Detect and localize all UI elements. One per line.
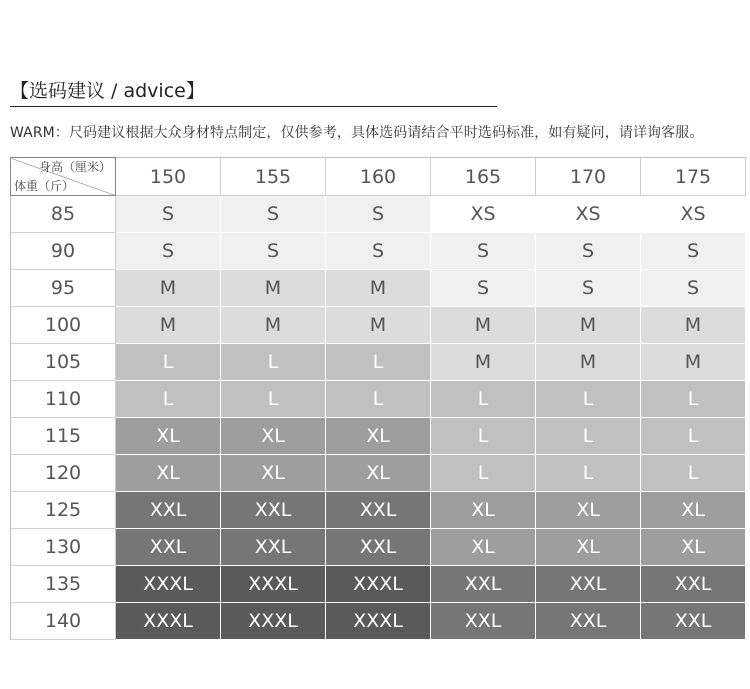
size-cell: XL xyxy=(536,529,641,566)
table-row xyxy=(11,270,746,307)
size-cell: L xyxy=(641,381,746,418)
weight-header-140: 140 xyxy=(11,603,116,640)
weight-header-135: 135 xyxy=(11,566,116,603)
size-cell: L xyxy=(431,455,536,492)
table-row xyxy=(11,566,746,603)
size-chart-body xyxy=(11,158,746,640)
size-cell: S xyxy=(431,270,536,307)
table-row xyxy=(11,603,746,640)
weight-header-95: 95 xyxy=(11,270,116,307)
size-cell: XXL xyxy=(116,492,221,529)
size-cell: XXL xyxy=(221,529,326,566)
weight-header-105: 105 xyxy=(11,344,116,381)
weight-header-125: 125 xyxy=(11,492,116,529)
size-cell: M xyxy=(536,344,641,381)
size-cell: L xyxy=(116,381,221,418)
size-cell: M xyxy=(326,307,431,344)
size-cell: XL xyxy=(536,492,641,529)
weight-header-100: 100 xyxy=(11,307,116,344)
height-axis-label: 身高（厘米） xyxy=(38,160,111,174)
size-cell: XL xyxy=(221,455,326,492)
height-header-165: 165 xyxy=(431,158,536,196)
size-cell: S xyxy=(116,196,221,233)
size-cell: XL xyxy=(116,455,221,492)
size-cell: M xyxy=(431,307,536,344)
size-cell: L xyxy=(326,381,431,418)
table-row xyxy=(11,307,746,344)
weight-header-130: 130 xyxy=(11,529,116,566)
size-cell: L xyxy=(326,344,431,381)
table-row xyxy=(11,196,746,233)
size-cell: S xyxy=(641,270,746,307)
size-cell: L xyxy=(431,381,536,418)
size-cell: L xyxy=(536,418,641,455)
table-row xyxy=(11,418,746,455)
table-row xyxy=(11,233,746,270)
size-cell: L xyxy=(536,381,641,418)
size-cell: XXL xyxy=(641,566,746,603)
size-cell: XXXL xyxy=(326,566,431,603)
size-cell: L xyxy=(431,418,536,455)
height-header-170: 170 xyxy=(536,158,641,196)
page-title: 【选码建议 / advice】 xyxy=(10,80,205,102)
size-cell: M xyxy=(641,344,746,381)
size-cell: XL xyxy=(326,418,431,455)
size-cell: S xyxy=(116,233,221,270)
weight-header-85: 85 xyxy=(11,196,116,233)
size-cell: XL xyxy=(431,529,536,566)
size-cell: XXL xyxy=(326,492,431,529)
size-cell: L xyxy=(116,344,221,381)
size-cell: S xyxy=(221,196,326,233)
size-cell: L xyxy=(221,381,326,418)
size-cell: S xyxy=(221,233,326,270)
size-cell: L xyxy=(641,455,746,492)
size-cell: XXXL xyxy=(221,603,326,640)
size-cell: XL xyxy=(326,455,431,492)
height-header-175: 175 xyxy=(641,158,746,196)
size-cell: XXL xyxy=(221,492,326,529)
size-cell: L xyxy=(641,418,746,455)
size-cell: XXXL xyxy=(116,566,221,603)
size-cell: XL xyxy=(641,529,746,566)
size-cell: M xyxy=(431,344,536,381)
size-cell: S xyxy=(326,233,431,270)
size-cell: M xyxy=(221,270,326,307)
size-cell: XS xyxy=(536,196,641,233)
size-cell: L xyxy=(536,455,641,492)
size-cell: XXL xyxy=(431,566,536,603)
size-cell: XXXL xyxy=(116,603,221,640)
header-row xyxy=(11,158,746,196)
table-row xyxy=(11,455,746,492)
size-cell: XXL xyxy=(641,603,746,640)
table-row xyxy=(11,529,746,566)
size-cell: XXL xyxy=(536,566,641,603)
size-cell: S xyxy=(536,233,641,270)
size-cell: S xyxy=(641,233,746,270)
size-cell: S xyxy=(536,270,641,307)
size-cell: M xyxy=(116,307,221,344)
size-cell: S xyxy=(326,196,431,233)
height-header-150: 150 xyxy=(116,158,221,196)
size-cell: XL xyxy=(221,418,326,455)
size-cell: M xyxy=(116,270,221,307)
size-cell: XL xyxy=(116,418,221,455)
size-cell: XL xyxy=(641,492,746,529)
height-header-155: 155 xyxy=(221,158,326,196)
size-cell: XXL xyxy=(536,603,641,640)
weight-header-90: 90 xyxy=(11,233,116,270)
table-row xyxy=(11,492,746,529)
size-cell: M xyxy=(536,307,641,344)
table-row xyxy=(11,344,746,381)
size-note: WARM：尺码建议根据大众身材特点制定，仅供参考，具体选码请结合平时选码标准，如有疑问，请详询客服。 xyxy=(10,125,704,141)
table-row xyxy=(11,381,746,418)
weight-header-115: 115 xyxy=(11,418,116,455)
size-cell: M xyxy=(641,307,746,344)
size-cell: XXL xyxy=(116,529,221,566)
size-cell: XXL xyxy=(431,603,536,640)
height-header-160: 160 xyxy=(326,158,431,196)
size-cell: M xyxy=(221,307,326,344)
size-chart-table xyxy=(10,157,746,640)
size-cell: L xyxy=(221,344,326,381)
size-cell: XL xyxy=(431,492,536,529)
size-cell: XS xyxy=(641,196,746,233)
weight-header-120: 120 xyxy=(11,455,116,492)
size-cell: XXXL xyxy=(221,566,326,603)
size-cell: S xyxy=(431,233,536,270)
size-cell: XXL xyxy=(326,529,431,566)
title-underline xyxy=(10,106,497,107)
size-cell: M xyxy=(326,270,431,307)
size-cell: XXXL xyxy=(326,603,431,640)
weight-axis-label: 体重（斤） xyxy=(14,179,75,193)
corner-cell xyxy=(11,158,116,196)
weight-header-110: 110 xyxy=(11,381,116,418)
size-cell: XS xyxy=(431,196,536,233)
